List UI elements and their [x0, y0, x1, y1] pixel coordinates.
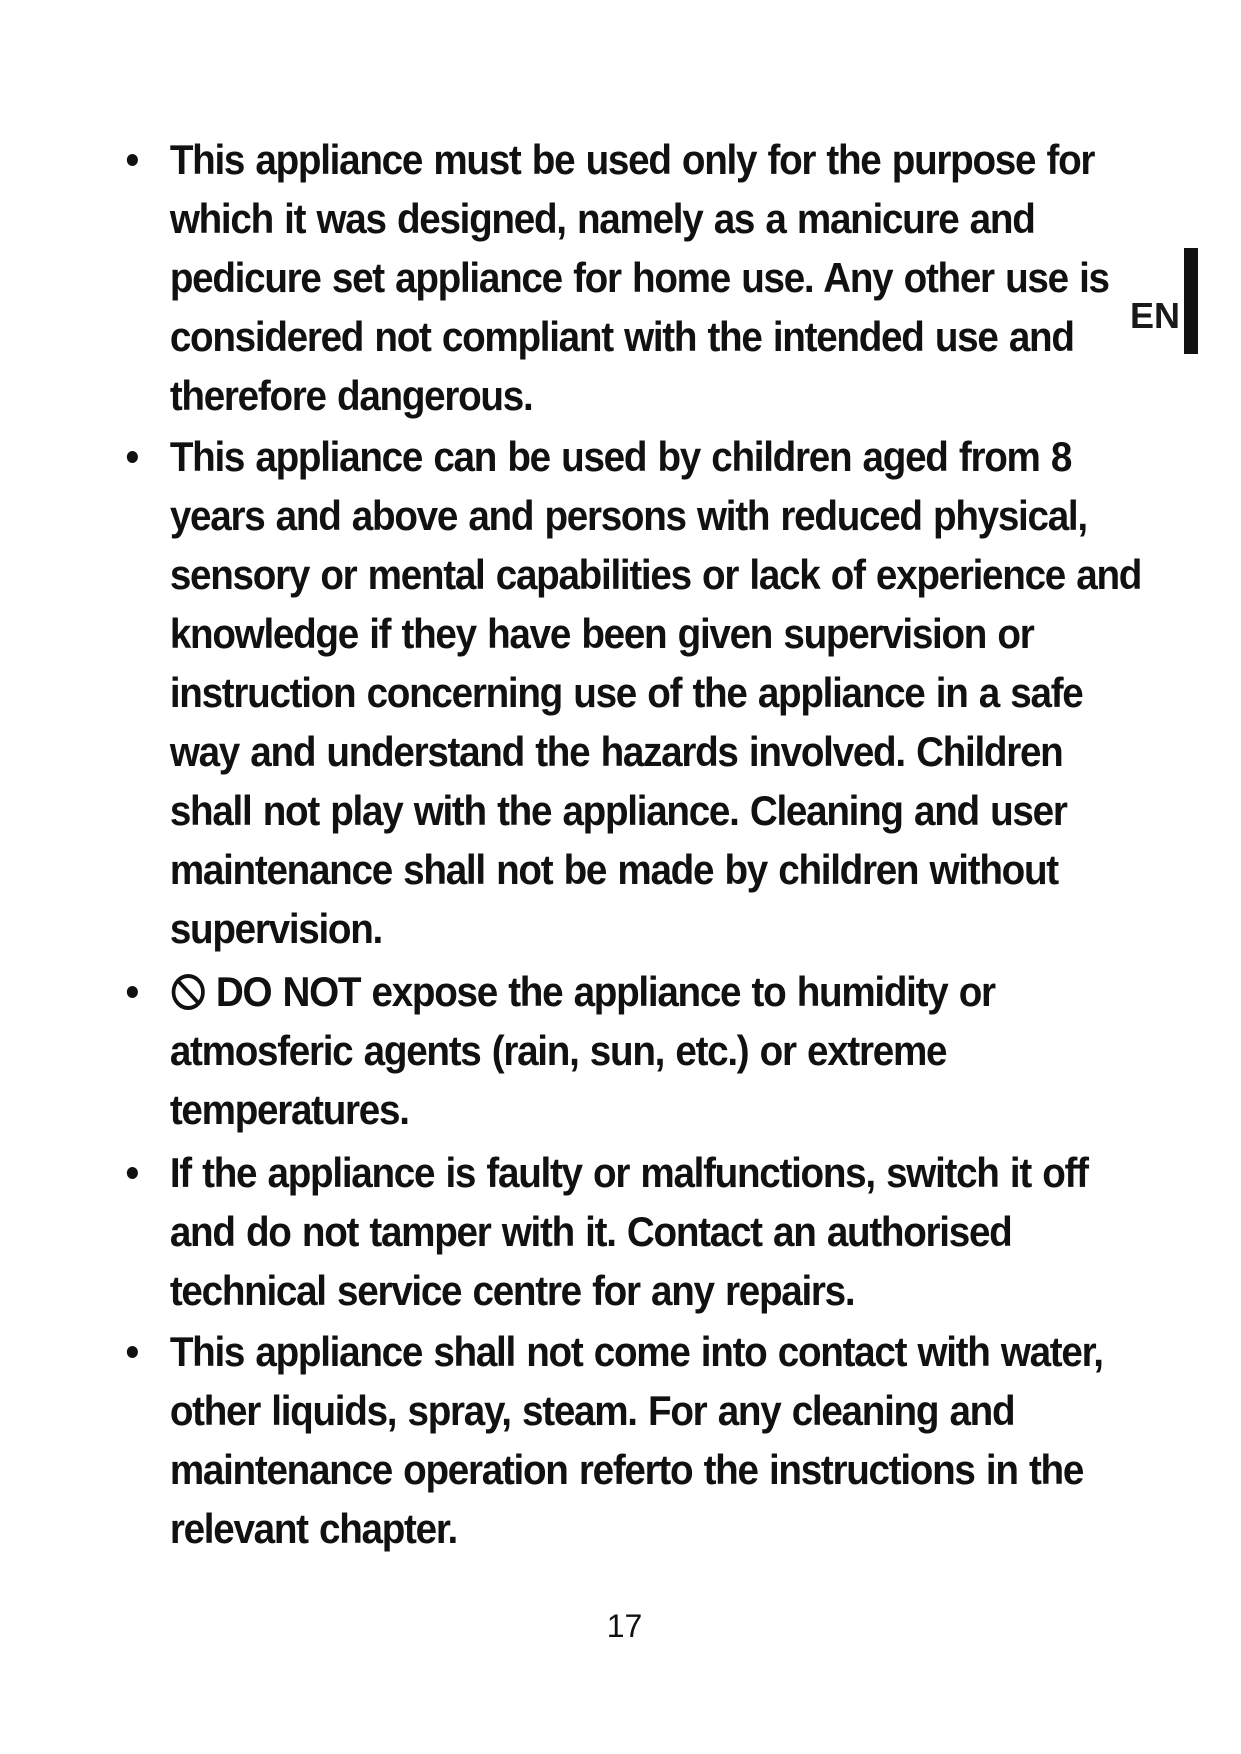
bullet: • [125, 136, 138, 183]
safety-item-children [122, 427, 1145, 958]
safety-item-text: This appliance can be used by children aged from 8 years and above and persons with reduced physical, sensory or mental capabilities or lack of experience and knowledge if they have been given supervision or instruction concerning use of the appliance in a safe way and understand the hazards involved. Children shall not play with the appliance. Cleaning and user maintenance shall not be made by children without supervision. [169, 433, 1142, 952]
safety-item-intended-use [122, 130, 1145, 425]
safety-item-text: This appliance must be used only for the purpose for which it was designed, namely as a manicure and pedicure set appliance for home use. Any other use is considered not compliant with the intended use and therefore dangerous. [169, 136, 1109, 419]
safety-item-text: DO NOT expose the appliance to humidity or atmosferic agents (rain, sun, etc.) or extreme temperatures. [169, 968, 995, 1133]
safety-item-text: If the appliance is faulty or malfunctions, switch it off and do not tamper with it. Contact an authorised technical service centre for any repairs. [169, 1149, 1088, 1314]
language-label: EN [1130, 295, 1181, 336]
safety-item-text: This appliance shall not come into contact with water, other liquids, spray, steam. For any cleaning and maintenance operation referto the instructions in the relevant chapter. [169, 1328, 1103, 1552]
bullet: • [125, 968, 138, 1015]
bullet: • [125, 1149, 138, 1196]
bullet: • [125, 1328, 138, 1375]
language-tab-bar [1184, 248, 1198, 354]
safety-item-water [122, 1322, 1145, 1558]
safety-item-humidity [122, 962, 1145, 1139]
prohibition-icon [170, 972, 207, 1012]
bullet: • [125, 433, 138, 480]
safety-instructions-list [122, 130, 1162, 1558]
page-number: 17 [606, 1608, 643, 1644]
safety-item-faulty [122, 1143, 1145, 1320]
